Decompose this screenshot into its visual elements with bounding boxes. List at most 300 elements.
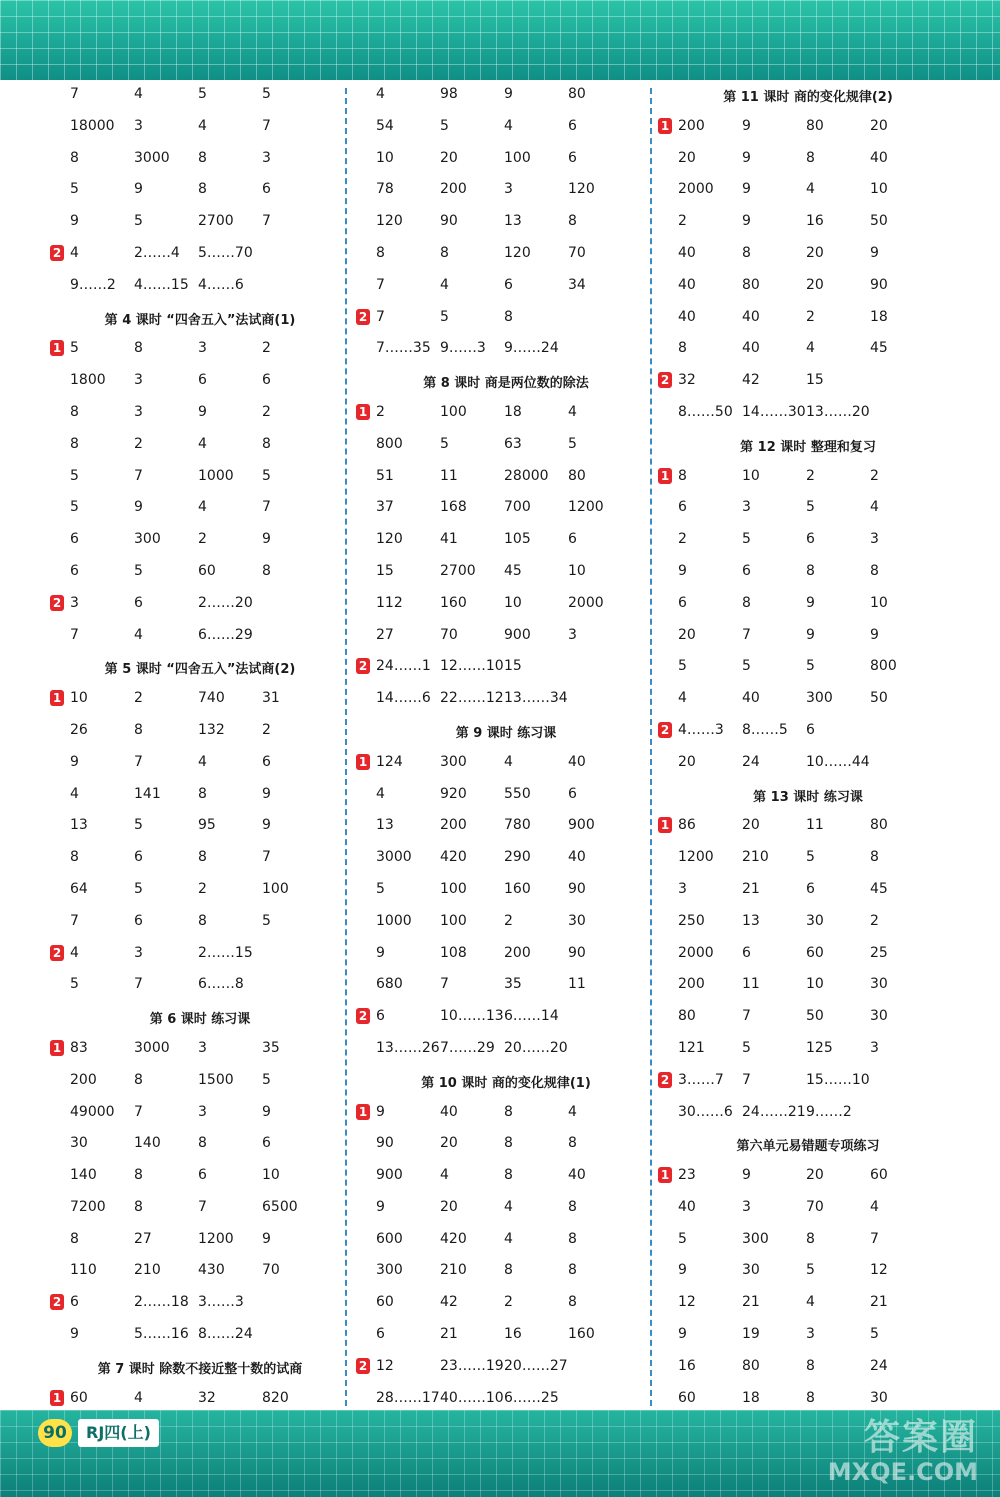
answer-row [658, 873, 958, 905]
answer-cell: 20 [440, 1198, 458, 1215]
answer-cell: 23……19 [440, 1357, 504, 1374]
answer-cell: 9 [678, 1262, 687, 1279]
answer-cell: 7 [742, 626, 751, 643]
answer-cell: 5 [742, 531, 751, 548]
answer-cell: 2 [806, 467, 815, 484]
answer-cell: 22……12 [440, 690, 504, 707]
answer-cell: 2000 [568, 594, 604, 611]
answer-cell: 60 [678, 1389, 696, 1406]
answer-cell: 7 [870, 1230, 879, 1247]
answer-cell: 90 [568, 944, 586, 961]
answer-cell: 21 [742, 880, 760, 897]
answer-cell: 120 [504, 244, 531, 261]
answer-cell: 83 [70, 1039, 88, 1056]
answer-cell: 200 [678, 976, 705, 993]
answer-cell: 6 [742, 944, 751, 961]
answer-cell: 35 [504, 976, 522, 993]
answer-cell: 8 [870, 849, 879, 866]
answer-cell: 4 [134, 86, 143, 102]
section-heading [50, 1350, 350, 1382]
answer-cell: 9 [376, 1103, 385, 1120]
section-heading [50, 1000, 350, 1032]
answer-row [658, 332, 958, 364]
answer-row [356, 809, 656, 841]
answer-cell: 9 [742, 213, 751, 230]
answer-cell: 8 [134, 1071, 143, 1088]
answer-row [658, 746, 958, 778]
answer-cell: 30 [870, 976, 888, 993]
answer-cell: 9 [806, 594, 815, 611]
answer-row [50, 396, 350, 428]
answer-cell: 10 [70, 690, 88, 707]
answer-cell: 4 [870, 1198, 879, 1215]
answer-cell: 8 [134, 340, 143, 357]
answer-row [50, 682, 350, 714]
answer-row [50, 968, 350, 1000]
answer-cell: 9 [870, 244, 879, 261]
answer-cell: 7 [134, 976, 143, 993]
answer-cell: 300 [376, 1262, 403, 1279]
answer-cell: 8……50 [678, 403, 733, 420]
answer-cell: 7 [134, 467, 143, 484]
answer-cell: 8 [504, 1262, 513, 1279]
answer-cell: 3 [742, 1198, 751, 1215]
answer-cell: 121 [678, 1039, 705, 1056]
answer-cell: 19 [742, 1326, 760, 1343]
answer-cell: 8 [568, 1294, 577, 1311]
section-heading-text: 第 12 课时 整理和复习 [740, 439, 876, 455]
question-number-badge: 1 [658, 817, 672, 833]
answer-cell: 80 [678, 1008, 696, 1025]
answer-row [658, 1064, 958, 1096]
section-heading [50, 650, 350, 682]
answer-cell: 200 [70, 1071, 97, 1088]
answer-cell: 4 [870, 499, 879, 516]
answer-cell: 20 [440, 1135, 458, 1152]
answer-row [356, 269, 656, 301]
answer-cell: 7 [198, 1198, 207, 1215]
answer-cell: 1800 [70, 372, 106, 389]
answer-row [356, 650, 656, 682]
answer-cell: 30 [806, 912, 824, 929]
answer-cell: 9……3 [440, 340, 486, 357]
answer-cell: 6 [70, 531, 79, 548]
answer-cell: 6 [262, 372, 271, 389]
answer-cell: 4 [70, 944, 79, 961]
answer-cell: 40 [678, 308, 696, 325]
answer-cell: 7 [70, 626, 79, 643]
section-heading-text: 第 11 课时 商的变化规律(2) [723, 90, 893, 105]
answer-cell: 2700 [440, 562, 476, 579]
answer-cell: 4 [134, 1389, 143, 1406]
answer-row [356, 428, 656, 460]
answer-cell: 32 [198, 1389, 216, 1406]
answer-cell: 8 [568, 1135, 577, 1152]
answer-row [50, 364, 350, 396]
answer-cell: 5 [262, 912, 271, 929]
answer-cell: 5 [806, 1262, 815, 1279]
answer-cell: 6……25 [504, 1389, 559, 1406]
answer-row [356, 460, 656, 492]
question-number-badge: 1 [356, 1104, 370, 1120]
answer-cell: 8 [504, 308, 513, 325]
answer-row [50, 78, 350, 110]
answer-cell: 6 [806, 531, 815, 548]
answer-cell: 6 [806, 880, 815, 897]
answer-cell: 7 [440, 976, 449, 993]
answer-cell: 920 [440, 785, 467, 802]
top-grid-banner [0, 0, 1000, 80]
answer-cell: 28000 [504, 467, 549, 484]
answer-row [658, 1159, 958, 1191]
answer-cell: 8 [134, 721, 143, 738]
answer-cell: 125 [806, 1039, 833, 1056]
answer-cell: 8 [70, 403, 79, 420]
answer-cell: 3 [198, 1103, 207, 1120]
answer-row [50, 555, 350, 587]
answer-row [50, 523, 350, 555]
answer-row [658, 555, 958, 587]
answer-cell: 35 [262, 1039, 280, 1056]
answer-cell: 24 [742, 753, 760, 770]
answer-cell: 13 [504, 213, 522, 230]
answer-cell: 8 [70, 1230, 79, 1247]
answer-cell: 11 [806, 817, 824, 834]
answer-cell: 1200 [568, 499, 604, 516]
answer-cell: 9……2 [70, 276, 116, 293]
answer-cell: 8 [134, 1167, 143, 1184]
answer-cell: 6 [262, 181, 271, 198]
answer-cell: 7 [262, 213, 271, 230]
watermark-text: 答案圈 [863, 1417, 978, 1458]
answer-cell: 37 [376, 499, 394, 516]
answer-cell: 13 [742, 912, 760, 929]
answer-cell: 32 [678, 372, 696, 389]
answer-cell: 20 [806, 244, 824, 261]
answer-cell: 6 [134, 849, 143, 866]
answer-cell: 8 [806, 1389, 815, 1406]
answer-cell: 27 [134, 1230, 152, 1247]
answer-cell: 5 [70, 181, 79, 198]
answer-cell: 5 [134, 817, 143, 834]
answer-row [50, 110, 350, 142]
answer-cell: 9 [134, 181, 143, 198]
answer-cell: 3 [134, 944, 143, 961]
answer-cell: 6 [376, 1008, 385, 1025]
answer-cell: 4 [70, 785, 79, 802]
answer-cell: 4 [70, 244, 79, 261]
answer-cell: 5 [806, 658, 815, 675]
answer-cell: 10……13 [440, 1008, 504, 1025]
answer-row [658, 523, 958, 555]
answer-cell: 6 [806, 721, 815, 738]
answer-cell: 20 [678, 149, 696, 166]
answer-cell: 430 [198, 1262, 225, 1279]
answer-cell: 4……3 [678, 721, 724, 738]
answer-cell: 20 [440, 149, 458, 166]
answer-cell: 6 [262, 1135, 271, 1152]
answer-cell: 60 [198, 562, 216, 579]
answer-cell: 7 [134, 753, 143, 770]
answer-cell: 9 [262, 1230, 271, 1247]
answer-cell: 10 [376, 149, 394, 166]
answer-row [50, 428, 350, 460]
answer-cell: 2 [806, 308, 815, 325]
answer-cell: 90 [568, 880, 586, 897]
answer-row [356, 78, 656, 110]
answer-cell: 21 [742, 1294, 760, 1311]
answer-cell: 63 [504, 435, 522, 452]
answer-cell: 11 [742, 976, 760, 993]
question-number-badge: 2 [50, 595, 64, 611]
answer-cell: 8 [870, 562, 879, 579]
answer-cell: 168 [440, 499, 467, 516]
answer-row [50, 1191, 350, 1223]
answer-cell: 5 [70, 340, 79, 357]
answer-cell: 13……20 [806, 403, 870, 420]
answer-cell: 6 [568, 531, 577, 548]
answer-cell: 7 [742, 1071, 751, 1088]
section-heading [50, 301, 350, 333]
answer-row [658, 587, 958, 619]
answer-cell: 110 [70, 1262, 97, 1279]
answer-row [658, 714, 958, 746]
answer-cell: 80 [806, 117, 824, 134]
answer-cell: 20……20 [504, 1039, 568, 1056]
answer-cell: 2 [870, 467, 879, 484]
answer-cell: 8 [806, 1357, 815, 1374]
section-heading [658, 78, 958, 110]
answer-cell: 8 [806, 149, 815, 166]
answer-row [50, 1127, 350, 1159]
answer-cell: 27 [376, 626, 394, 643]
answer-cell: 5 [70, 467, 79, 484]
answer-row [356, 1096, 656, 1128]
answer-cell: 160 [568, 1326, 595, 1343]
answer-cell: 4 [198, 117, 207, 134]
answer-cell: 5 [134, 213, 143, 230]
answer-cell: 6……29 [198, 626, 253, 643]
answer-row [658, 1350, 958, 1382]
answer-row [356, 1382, 656, 1414]
answer-cell: 11 [440, 467, 458, 484]
answer-cell: 7 [262, 117, 271, 134]
section-heading-text: 第 10 课时 商的变化规律(1) [421, 1075, 591, 1091]
answer-cell: 100 [440, 403, 467, 420]
question-number-badge: 1 [658, 468, 672, 484]
answer-row [658, 1254, 958, 1286]
answer-cell: 2 [376, 403, 385, 420]
answer-cell: 50 [806, 1008, 824, 1025]
answer-cell: 2700 [198, 213, 234, 230]
answer-cell: 80 [870, 817, 888, 834]
answer-cell: 9 [742, 181, 751, 198]
answer-cell: 30 [70, 1135, 88, 1152]
answer-cell: 1000 [376, 912, 412, 929]
answer-row [356, 1223, 656, 1255]
question-number-badge: 2 [50, 1294, 64, 1310]
answer-cell: 8 [198, 785, 207, 802]
answer-cell: 6 [678, 594, 687, 611]
answer-cell: 21 [440, 1326, 458, 1343]
answer-cell: 40 [568, 1167, 586, 1184]
answer-row [658, 301, 958, 333]
answer-cell: 13 [376, 817, 394, 834]
answer-row [356, 1254, 656, 1286]
answer-cell: 9 [70, 213, 79, 230]
answer-row [50, 746, 350, 778]
answer-cell: 160 [440, 594, 467, 611]
answer-cell: 800 [870, 658, 897, 675]
answer-cell: 8 [678, 340, 687, 357]
answer-cell: 30 [870, 1389, 888, 1406]
section-heading-text: 第六单元易错题专项练习 [736, 1139, 880, 1155]
answer-cell: 4 [806, 340, 815, 357]
answer-cell: 120 [568, 181, 595, 198]
answer-row [658, 1032, 958, 1064]
answer-cell: 5 [262, 467, 271, 484]
answer-row [356, 1127, 656, 1159]
answer-cell: 6 [568, 149, 577, 166]
answer-cell: 15 [806, 372, 824, 389]
answer-cell: 3 [70, 594, 79, 611]
answer-cell: 3 [504, 181, 513, 198]
answer-row [356, 173, 656, 205]
answer-cell: 8 [504, 1103, 513, 1120]
answer-cell: 7 [376, 308, 385, 325]
answer-cell: 40……10 [440, 1389, 504, 1406]
answer-cell: 740 [198, 690, 225, 707]
answer-cell: 105 [504, 531, 531, 548]
answer-cell: 10 [870, 594, 888, 611]
answer-row [658, 364, 958, 396]
answer-row [50, 937, 350, 969]
answer-cell: 40 [742, 308, 760, 325]
answer-row [658, 142, 958, 174]
answer-cell: 14……6 [376, 690, 431, 707]
answer-cell: 6 [568, 117, 577, 134]
answer-cell: 31 [262, 690, 280, 707]
answer-cell: 250 [678, 912, 705, 929]
answer-column-2 [356, 78, 656, 1413]
answer-cell: 70 [262, 1262, 280, 1279]
answer-cell: 40 [742, 690, 760, 707]
answer-cell: 112 [376, 594, 403, 611]
answer-row [50, 332, 350, 364]
answer-cell: 6 [742, 562, 751, 579]
answer-cell: 8 [70, 849, 79, 866]
answer-cell: 20 [806, 276, 824, 293]
answer-row [50, 1096, 350, 1128]
answer-cell: 820 [262, 1389, 289, 1406]
answer-cell: 80 [568, 86, 586, 102]
answer-cell: 5 [440, 308, 449, 325]
answer-cell: 34 [568, 276, 586, 293]
answer-row [356, 237, 656, 269]
answer-cell: 2000 [678, 944, 714, 961]
answer-cell: 3 [262, 149, 271, 166]
answer-cell: 18000 [70, 117, 115, 134]
answer-row [50, 1223, 350, 1255]
answer-row [356, 1159, 656, 1191]
answer-cell: 3 [568, 626, 577, 643]
answer-cell: 3 [742, 499, 751, 516]
answer-row [50, 1382, 350, 1414]
question-number-badge: 1 [356, 404, 370, 420]
answer-row [50, 460, 350, 492]
answer-cell: 20 [806, 1167, 824, 1184]
answer-cell: 9 [742, 149, 751, 166]
answer-cell: 2……15 [198, 944, 253, 961]
answer-cell: 3 [198, 340, 207, 357]
answer-cell: 2 [134, 435, 143, 452]
answer-cell: 40 [440, 1103, 458, 1120]
answer-cell: 8 [806, 1230, 815, 1247]
answer-cell: 8 [198, 1135, 207, 1152]
answer-row [356, 523, 656, 555]
answer-cell: 8……5 [742, 721, 788, 738]
answer-cell: 7……35 [376, 340, 431, 357]
answer-cell: 18 [742, 1389, 760, 1406]
answer-cell: 40 [870, 149, 888, 166]
answer-cell: 13……26 [376, 1039, 440, 1056]
answer-cell: 24……21 [742, 1103, 806, 1120]
answer-cell: 86 [678, 817, 696, 834]
answer-cell: 9 [262, 817, 271, 834]
answer-row [356, 555, 656, 587]
question-number-badge: 2 [356, 1008, 370, 1024]
answer-row [356, 1286, 656, 1318]
answer-cell: 8 [198, 849, 207, 866]
section-heading [356, 714, 656, 746]
answer-cell: 16 [806, 213, 824, 230]
answer-cell: 3……3 [198, 1294, 244, 1311]
answer-cell: 10 [262, 1167, 280, 1184]
answer-cell: 900 [568, 817, 595, 834]
section-heading [356, 364, 656, 396]
section-heading-text: 第 7 课时 除数不接近整十数的试商 [97, 1361, 303, 1377]
answer-cell: 10 [806, 976, 824, 993]
answer-cell: 6 [678, 499, 687, 516]
answer-row [356, 619, 656, 651]
answer-cell: 4 [504, 753, 513, 770]
answer-cell: 141 [134, 785, 161, 802]
answer-cell: 550 [504, 785, 531, 802]
answer-cell: 300 [742, 1230, 769, 1247]
answer-cell: 8 [504, 1167, 513, 1184]
answer-cell: 9 [678, 1326, 687, 1343]
answer-row [50, 1318, 350, 1350]
answer-cell: 1200 [678, 849, 714, 866]
answer-cell: 1200 [198, 1230, 234, 1247]
answer-row [356, 841, 656, 873]
answer-row [50, 1159, 350, 1191]
answer-cell: 2 [504, 1294, 513, 1311]
answer-cell: 8 [504, 1135, 513, 1152]
answer-cell: 80 [742, 1357, 760, 1374]
answer-column-3 [658, 78, 958, 1413]
answer-cell: 100 [440, 912, 467, 929]
answer-cell: 12 [870, 1262, 888, 1279]
answer-row [50, 237, 350, 269]
answer-row [356, 1000, 656, 1032]
answer-cell: 1500 [198, 1071, 234, 1088]
answer-cell: 8 [134, 1198, 143, 1215]
answer-row [50, 714, 350, 746]
answer-cell: 2 [198, 880, 207, 897]
answer-row [356, 873, 656, 905]
answer-cell: 8……24 [198, 1326, 253, 1343]
